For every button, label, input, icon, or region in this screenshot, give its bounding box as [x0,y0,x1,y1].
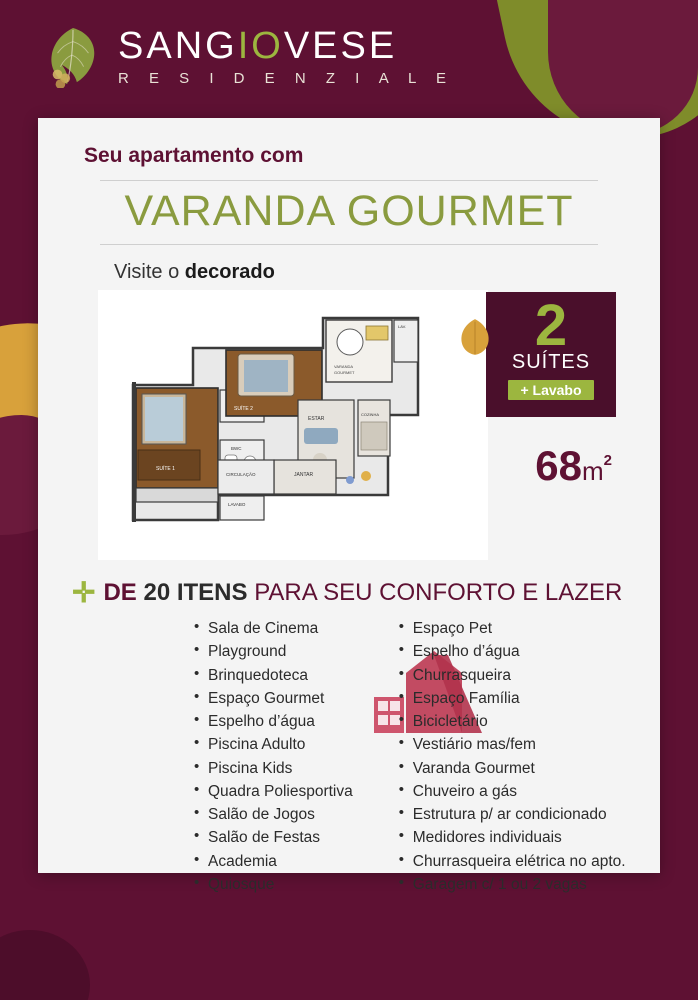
list-item: • Salão de Jogos [194,803,353,826]
list-item: • Bicicletário [399,710,626,733]
floorplan-drawing [98,290,488,560]
brand-name-highlight: IO [237,24,284,67]
area-exponent: 2 [603,452,612,470]
list-item: • Espaço Família [399,687,626,710]
content-card [38,118,660,893]
kicker-text: Seu apartamento com [84,144,304,167]
floorplan-image [98,290,488,560]
list-item: • Churrasqueira [399,664,626,687]
area-number: 68 [535,442,582,490]
list-item: • Piscina Kids [194,757,353,780]
svg-text:GOURMET: GOURMET [334,370,355,376]
list-item: • Espelho d’água [399,640,626,663]
svg-text:ESTAR: ESTAR [308,416,325,423]
list-item: • Varanda Gourmet [399,757,626,780]
list-item: • Vestiário mas/fem [399,733,626,756]
amenities-prefix: DE [103,579,144,607]
grape-leaf-icon [44,26,102,88]
brand-subtitle: R E S I D E N Z I A L E [118,70,454,88]
title-container [100,180,598,245]
svg-text:LAVABO: LAVABO [228,502,246,508]
list-item: • Brinquedoteca [194,664,353,687]
list-item: • Quiosque [194,873,353,896]
list-item: • Estrutura p/ ar condicionado [399,803,626,826]
svg-text:LAV.: LAV. [398,324,407,330]
area-unit: m [581,456,604,487]
decorative-shape-bottom [0,930,90,1000]
svg-text:BWC: BWC [231,446,242,452]
plus-icon: ✛ [72,577,96,609]
decorative-leaf-shape-wine [548,0,698,135]
brand-header [44,26,454,88]
amenities-suffix: PARA SEU CONFORTO E LAZER [247,579,623,607]
list-item: • Espelho d’água [194,710,353,733]
brand-name-part2: VESE [283,24,398,67]
svg-text:SUÍTE 2: SUÍTE 2 [234,406,253,413]
amenities-banner-text [103,579,622,607]
suites-label: SUÍTES [511,351,591,374]
svg-text:CIRCULAÇÃO: CIRCULAÇÃO [226,472,256,478]
list-item: • Piscina Adulto [194,733,353,756]
visit-prefix: Visite o [114,261,185,284]
list-item: • Espaço Pet [399,617,626,640]
svg-text:COZINHA: COZINHA [361,412,379,418]
leaf-icon [458,318,492,356]
list-item: • Sala de Cinema [194,617,353,640]
amenities-count: 20 ITENS [143,579,248,607]
amenities-lists [64,617,634,896]
list-item: • Garagem c/ 1 ou 2 vagas [399,873,626,896]
floorplan-area [64,290,634,575]
svg-text:SUÍTE 1: SUÍTE 1 [156,466,175,473]
visit-line [114,261,634,284]
lavabo-badge: + Lavabo [508,380,593,400]
list-item: • Espaço Gourmet [194,687,353,710]
suites-badge [486,292,616,417]
amenities-banner [72,579,634,607]
list-item: • Quadra Poliesportiva [194,780,353,803]
area-value [535,442,612,490]
page-title: VARANDA GOURMET [124,187,574,235]
list-item: • Chuveiro a gás [399,780,626,803]
suites-count: 2 [534,293,568,359]
amenities-column-left [194,617,353,896]
list-item: • Salão de Festas [194,826,353,849]
list-item: • Medidores individuais [399,826,626,849]
visit-strong: decorado [184,261,275,284]
list-item: • Playground [194,640,353,663]
svg-text:JANTAR: JANTAR [294,472,314,479]
list-item: • Churrasqueira elétrica no apto. [399,850,626,873]
brand-name [118,24,454,67]
svg-text:VARANDA: VARANDA [334,364,354,370]
amenities-column-right [399,617,626,896]
brand-name-part1: SANG [118,24,238,67]
list-item: • Academia [194,850,353,873]
